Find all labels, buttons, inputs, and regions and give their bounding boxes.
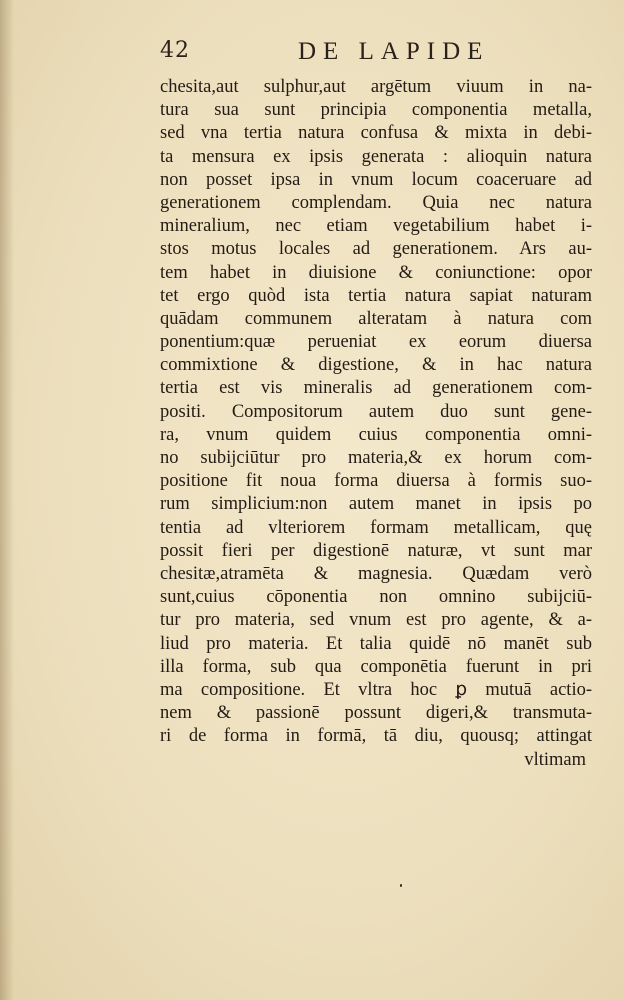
running-head: DE LAPIDE (298, 38, 490, 65)
text-line: tet ergo quòd ista tertia natura sapiat naturam (160, 285, 592, 306)
text-line: sed vna tertia natura confusa & mixta in debi- (160, 123, 592, 144)
page-header (160, 38, 600, 74)
catchword-row (160, 748, 592, 771)
text-line: sunt,cuius cōponentia non omnino subijciū- (160, 587, 592, 608)
text-line: commixtione & digestione, & in hac natura (160, 355, 592, 376)
gutter-shadow (0, 0, 14, 1000)
text-line: tentia ad vlteriorem formam metallicam, quę (160, 517, 592, 538)
text-line: rum simplicium:non autem manet in ipsis po (160, 494, 592, 515)
text-line: quādam communem alteratam à natura com (160, 308, 592, 329)
page-number: 42 (160, 38, 190, 63)
text-line: no subijciūtur pro materia,& ex horum com- (160, 448, 592, 468)
text-line: non posset ipsa in vnum locum coaceruare ad (160, 169, 592, 190)
text-line: nem & passionē possunt digeri,& transmuta- (160, 703, 592, 724)
text-line: tura sua sunt principia componentia metalla, (160, 100, 592, 121)
text-line: possit fieri per digestionē naturæ, vt sunt mar (160, 540, 592, 561)
text-line: mineralium, nec etiam vegetabilium habet i- (160, 216, 592, 237)
text-line: tem habet in diuisione & coniunctione: opor (160, 262, 592, 283)
catchword: vltimam (524, 750, 586, 771)
text-line: ponentium:quæ perueniat ex eorum diuersa (160, 332, 592, 353)
text-line: ta mensura ex ipsis generata : alioquin natura (160, 146, 592, 167)
text-line: tur pro materia, sed vnum est pro agente, & a- (160, 610, 592, 631)
body-text (160, 76, 592, 772)
text-line: generationem complendam. Quia nec natura (160, 192, 592, 213)
text-line: chesita,aut sulphur,aut argētum viuum in na- (160, 77, 592, 97)
text-line: positione fit noua forma diuersa à formis suo- (160, 471, 592, 492)
text-line: liud pro materia. Et talia quidē nō manēt sub (160, 633, 592, 654)
text-line: ra, vnum quidem cuius componentia omni- (160, 424, 592, 445)
text-line: ma compositione. Et vltra hoc ꝑ mutuā actio- (160, 679, 592, 700)
text-line: ri de forma in formā, tā diu, quousq; attingat (160, 726, 592, 747)
text-line: tertia est vis mineralis ad generationem com- (160, 378, 592, 399)
text-line: positi. Compositorum autem duo sunt gene- (160, 401, 592, 422)
text-line: chesitæ,atramēta & magnesia. Quædam verò (160, 563, 592, 584)
ink-speck (400, 884, 402, 887)
text-line: illa forma, sub qua componētia fuerunt in pri (160, 656, 592, 677)
text-line: stos motus locales ad generationem. Ars au- (160, 239, 592, 260)
